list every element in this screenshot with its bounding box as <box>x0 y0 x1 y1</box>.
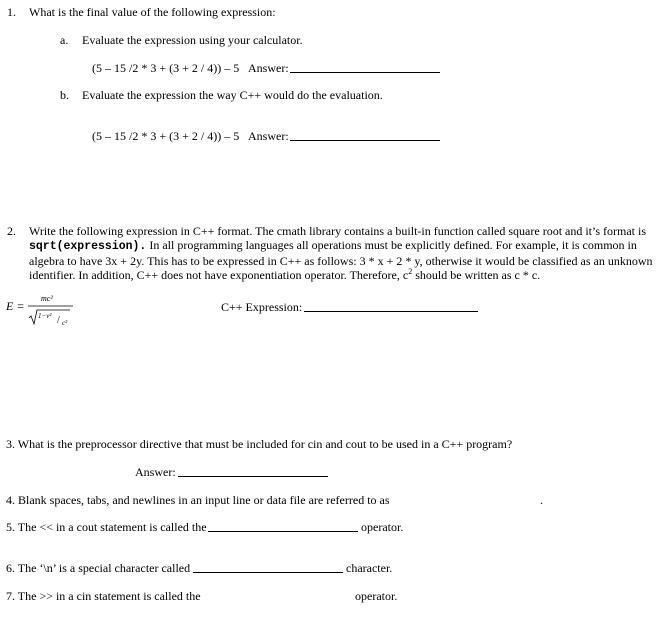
q1b-answer-label: Answer: <box>248 129 289 143</box>
formula-lhs: E = <box>6 299 25 313</box>
formula-radicand-num: 1−v² <box>38 312 52 320</box>
energy-formula <box>4 290 84 330</box>
q2-paragraph <box>29 224 655 284</box>
q6-text: 6. The ‘\n’ is a special character called <box>6 561 191 575</box>
formula-radicand-den: c² <box>62 319 68 327</box>
q3-answer-blank[interactable] <box>178 465 328 477</box>
q2-text-2: In all programming languages all operations must be explicitly defined. For example, it is common in algebra to have 3x + 2y. This has to be expressed in C++ as follows: 3 * x + 2 * y, otherwise it would be classified as an unknown identifier. In addition, C++ does not have exponentiation operator. Therefore, c <box>29 238 653 282</box>
q1a-text: Evaluate the expression using your calculator. <box>82 33 303 47</box>
q5-text: 5. The << in a cout statement is called the <box>6 520 207 534</box>
q6-blank[interactable] <box>193 561 343 573</box>
q2-cpp-label: C++ Expression: <box>221 300 303 314</box>
q1b-text: Evaluate the expression the way C++ would do the evaluation. <box>82 88 383 102</box>
q2-cpp-blank[interactable] <box>304 300 478 312</box>
q5-blank[interactable] <box>208 520 358 532</box>
q4-text: 4. Blank spaces, tabs, and newlines in an input line or data file are referred to as <box>6 493 390 507</box>
q5-suffix: operator. <box>361 520 404 534</box>
q2-text-3: should be written as c * c. <box>412 268 541 282</box>
q1a-letter: a. <box>60 33 69 47</box>
q3-answer-label: Answer: <box>135 465 176 479</box>
q1b-expression: (5 – 15 /2 * 3 + (3 + 2 / 4)) – 5 <box>92 129 240 143</box>
formula-slash: / <box>57 315 60 326</box>
q2-code: sqrt(expression). <box>29 240 147 253</box>
q2-number: 2. <box>7 224 16 238</box>
q1a-expression: (5 – 15 /2 * 3 + (3 + 2 / 4)) – 5 <box>92 61 240 75</box>
q6-suffix: character. <box>346 561 393 575</box>
q7-suffix: operator. <box>355 589 398 603</box>
q4-end: . <box>540 493 543 507</box>
q1-number: 1. <box>7 5 16 19</box>
q2-text-1: Write the following expression in C++ format. The cmath library contains a built-in function called square root and it’s format is <box>29 224 647 238</box>
q1a-answer-label: Answer: <box>248 61 289 75</box>
q1a-answer-blank[interactable] <box>290 61 440 73</box>
formula-numerator: mc² <box>41 294 53 303</box>
q3-text: 3. What is the preprocessor directive that must be included for cin and cout to be used in a C++ program? <box>6 437 513 451</box>
q7-text: 7. The >> in a cin statement is called the <box>6 589 201 603</box>
q1-prompt: What is the final value of the following expression: <box>29 5 276 19</box>
q1b-answer-blank[interactable] <box>290 129 440 141</box>
q1b-letter: b. <box>60 88 69 102</box>
q2-superscript: 2 <box>408 267 413 276</box>
